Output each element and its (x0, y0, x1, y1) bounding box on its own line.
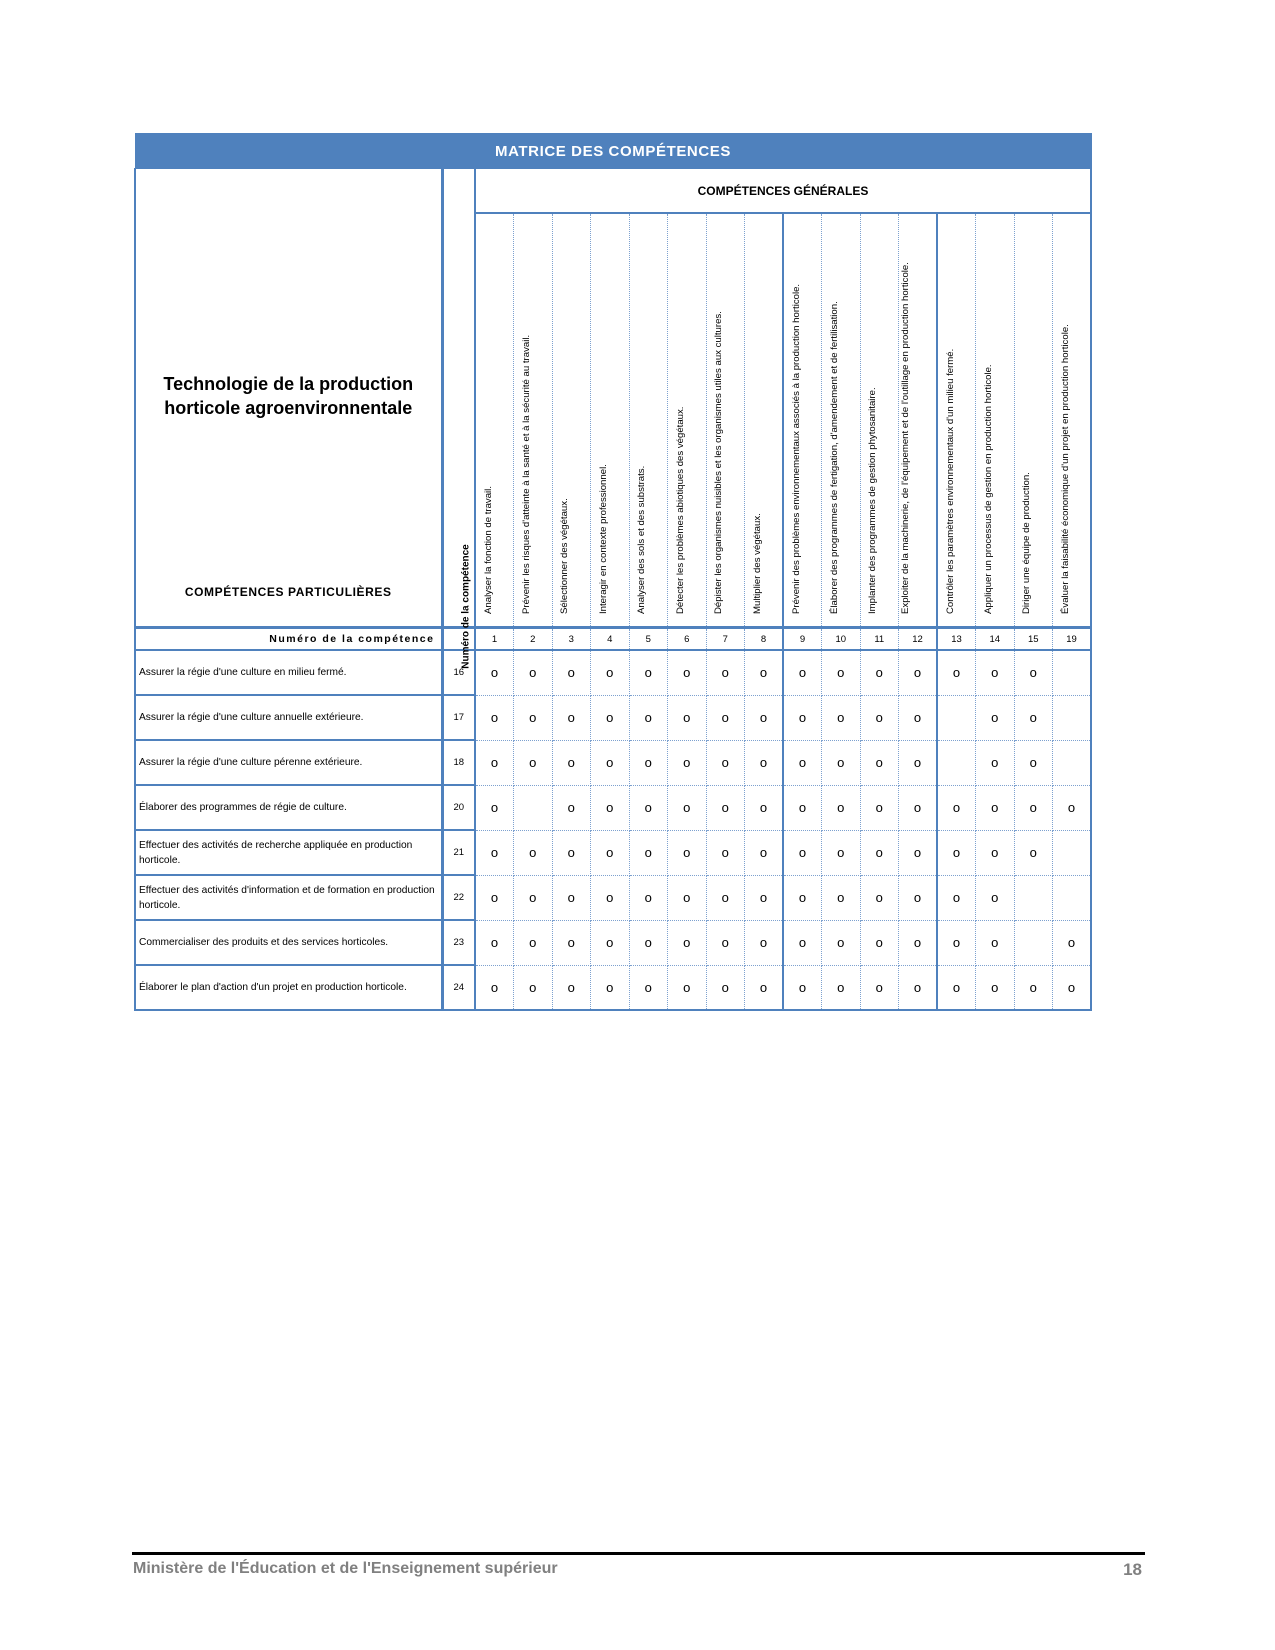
footer-rule (132, 1552, 1145, 1555)
matrix-mark: o (591, 965, 630, 1010)
matrix-mark: o (745, 830, 784, 875)
general-competency-title: Détecter les problèmes abiotiques des végétaux. (674, 406, 686, 614)
matrix-mark: o (475, 830, 514, 875)
matrix-mark: o (860, 830, 899, 875)
matrix-mark: o (899, 830, 938, 875)
particular-competency-title: Commercialiser des produits et des services horticoles. (135, 920, 442, 965)
matrix-mark: o (514, 920, 553, 965)
matrix-mark: o (591, 830, 630, 875)
general-competency-title: Interagir en contexte professionnel. (597, 464, 609, 614)
matrix-mark: o (822, 875, 861, 920)
general-competency-header-3 (552, 213, 591, 628)
matrix-mark: o (629, 920, 668, 965)
matrix-mark: o (745, 965, 784, 1010)
matrix-empty-cell (514, 785, 553, 830)
matrix-mark: o (899, 875, 938, 920)
matrix-mark: o (706, 650, 745, 695)
matrix-mark: o (706, 830, 745, 875)
matrix-mark: o (976, 650, 1015, 695)
general-competency-header-15 (1014, 213, 1053, 628)
matrix-mark: o (591, 650, 630, 695)
general-competency-title: Exploiter de la machinerie, de l'équipement et de l'outillage en production horticole. (899, 262, 911, 614)
competency-number-header-cell (442, 169, 475, 669)
matrix-mark: o (552, 740, 591, 785)
matrix-mark: o (976, 740, 1015, 785)
general-competency-header-9 (783, 213, 822, 628)
program-header-cell (135, 169, 442, 628)
general-competency-header-14 (976, 213, 1015, 628)
matrix-mark: o (745, 785, 784, 830)
competency-number-header: Numéro de la compétence (460, 544, 471, 669)
matrix-mark: o (475, 740, 514, 785)
general-competency-number: 10 (822, 628, 861, 651)
general-competency-title: Diriger une équipe de production. (1021, 472, 1033, 614)
matrix-mark: o (552, 875, 591, 920)
matrix-mark: o (514, 830, 553, 875)
matrix-mark: o (783, 875, 822, 920)
table-row (135, 965, 1091, 1010)
general-competency-number: 5 (629, 628, 668, 651)
matrix-empty-cell (937, 695, 976, 740)
matrix-mark: o (1014, 650, 1053, 695)
matrix-mark: o (514, 965, 553, 1010)
particular-competency-title: Assurer la régie d'une culture annuelle extérieure. (135, 695, 442, 740)
matrix-empty-cell (1014, 875, 1053, 920)
matrix-mark: o (552, 965, 591, 1010)
general-competency-title: Multiplier des végétaux. (751, 513, 763, 614)
matrix-mark: o (976, 965, 1015, 1010)
matrix-mark: o (552, 695, 591, 740)
matrix-mark: o (514, 740, 553, 785)
matrix-mark: o (976, 920, 1015, 965)
general-competency-number: 12 (899, 628, 938, 651)
matrix-mark: o (1053, 965, 1092, 1010)
matrix-mark: o (552, 785, 591, 830)
matrix-mark: o (1014, 830, 1053, 875)
general-competency-title: Élaborer des programmes de fertigation, d'amendement et de fertilisation. (828, 301, 840, 614)
table-row (135, 650, 1091, 695)
matrix-empty-cell (1053, 650, 1092, 695)
matrix-mark: o (706, 875, 745, 920)
matrix-empty-cell (1053, 830, 1092, 875)
particular-competency-title: Effectuer des activités de recherche appliquée en production horticole. (135, 830, 442, 875)
matrix-mark: o (783, 965, 822, 1010)
matrix-mark: o (745, 650, 784, 695)
matrix-mark: o (668, 920, 707, 965)
matrix-mark: o (860, 695, 899, 740)
matrix-mark: o (860, 785, 899, 830)
matrix-mark: o (629, 740, 668, 785)
matrix-mark: o (860, 740, 899, 785)
matrix-mark: o (706, 740, 745, 785)
matrix-mark: o (668, 785, 707, 830)
particular-competency-title: Élaborer des programmes de régie de culture. (135, 785, 442, 830)
matrix-mark: o (668, 965, 707, 1010)
matrix-mark: o (822, 830, 861, 875)
general-competency-title: Contrôler les paramètres environnementaux d'un milieu fermé. (944, 348, 956, 614)
general-competency-number: 7 (706, 628, 745, 651)
particular-competency-number: 24 (442, 965, 475, 1010)
general-competencies-header: COMPÉTENCES GÉNÉRALES (475, 169, 1091, 214)
table-row (135, 785, 1091, 830)
matrix-mark: o (937, 875, 976, 920)
page-number: 18 (1123, 1560, 1142, 1579)
matrix-mark: o (783, 695, 822, 740)
competency-matrix (134, 133, 1092, 1011)
general-competency-header-6 (668, 213, 707, 628)
table-row (135, 695, 1091, 740)
matrix-mark: o (1014, 785, 1053, 830)
matrix-mark: o (552, 920, 591, 965)
table-row (135, 740, 1091, 785)
matrix-mark: o (629, 695, 668, 740)
matrix-mark: o (783, 830, 822, 875)
matrix-mark: o (1014, 740, 1053, 785)
matrix-mark: o (1014, 965, 1053, 1010)
matrix-mark: o (860, 965, 899, 1010)
matrix-mark: o (591, 875, 630, 920)
matrix-mark: o (899, 920, 938, 965)
matrix-empty-cell (1014, 920, 1053, 965)
matrix-mark: o (822, 785, 861, 830)
general-competency-number: 9 (783, 628, 822, 651)
general-competency-title: Dépister les organismes nuisibles et les organismes utiles aux cultures. (713, 311, 725, 614)
matrix-mark: o (629, 650, 668, 695)
general-competency-header-11 (860, 213, 899, 628)
matrix-mark: o (783, 920, 822, 965)
matrix-mark: o (475, 920, 514, 965)
matrix-empty-cell (1053, 740, 1092, 785)
particular-competency-title: Assurer la régie d'une culture en milieu fermé. (135, 650, 442, 695)
footer-publisher: Ministère de l'Éducation et de l'Enseignement supérieur (133, 1560, 558, 1577)
general-competency-title: Prévenir les risques d'atteinte à la santé et à la sécurité au travail. (520, 334, 532, 614)
matrix-mark: o (745, 695, 784, 740)
general-competency-number: 14 (976, 628, 1015, 651)
table-row (135, 875, 1091, 920)
particular-competency-title: Effectuer des activités d'information et de formation en production horticole. (135, 875, 442, 920)
general-competency-number: 6 (668, 628, 707, 651)
general-competency-header-19 (1053, 213, 1092, 628)
general-competency-title: Analyser des sols et des substrats. (636, 465, 648, 614)
particular-competency-title: Élaborer le plan d'action d'un projet en production horticole. (135, 965, 442, 1010)
general-competency-number: 1 (475, 628, 514, 651)
matrix-mark: o (668, 740, 707, 785)
matrix-mark: o (783, 650, 822, 695)
general-competency-header-2 (514, 213, 553, 628)
general-competency-number: 2 (514, 628, 553, 651)
matrix-mark: o (706, 965, 745, 1010)
general-competency-header-12 (899, 213, 938, 628)
particular-competency-number: 21 (442, 830, 475, 875)
matrix-mark: o (860, 920, 899, 965)
general-competency-number: 13 (937, 628, 976, 651)
matrix-title: MATRICE DES COMPÉTENCES (135, 134, 1091, 169)
matrix-mark: o (668, 650, 707, 695)
matrix-mark: o (668, 830, 707, 875)
general-competency-number: 11 (860, 628, 899, 651)
matrix-mark: o (976, 830, 1015, 875)
matrix-mark: o (1053, 920, 1092, 965)
particular-competency-number: 16 (442, 650, 475, 695)
matrix-mark: o (783, 740, 822, 785)
general-competency-header-5 (629, 213, 668, 628)
matrix-mark: o (591, 740, 630, 785)
general-competency-title: Sélectionner des végétaux. (559, 498, 571, 614)
general-competency-title: Implanter des programmes de gestion phytosanitaire. (867, 387, 879, 614)
matrix-mark: o (629, 875, 668, 920)
matrix-mark: o (629, 830, 668, 875)
competency-number-row (135, 628, 1091, 651)
matrix-mark: o (937, 830, 976, 875)
matrix-mark: o (706, 785, 745, 830)
matrix-mark: o (591, 695, 630, 740)
particular-competency-number: 20 (442, 785, 475, 830)
matrix-mark: o (937, 965, 976, 1010)
general-competency-header-1 (475, 213, 514, 628)
particular-competency-number: 22 (442, 875, 475, 920)
particular-competency-number: 18 (442, 740, 475, 785)
matrix-mark: o (899, 740, 938, 785)
matrix-mark: o (591, 785, 630, 830)
matrix-mark: o (475, 875, 514, 920)
general-competency-number: 15 (1014, 628, 1053, 651)
matrix-mark: o (899, 650, 938, 695)
matrix-mark: o (629, 785, 668, 830)
matrix-mark: o (860, 875, 899, 920)
general-competency-header-10 (822, 213, 861, 628)
matrix-mark: o (706, 920, 745, 965)
particular-competency-number: 23 (442, 920, 475, 965)
matrix-mark: o (976, 785, 1015, 830)
matrix-mark: o (1014, 695, 1053, 740)
matrix-mark: o (899, 785, 938, 830)
matrix-mark: o (822, 740, 861, 785)
matrix-mark: o (937, 650, 976, 695)
matrix-mark: o (706, 695, 745, 740)
general-competency-title: Évaluer la faisabilité économique d'un projet en production horticole. (1059, 324, 1071, 614)
table-row (135, 830, 1091, 875)
general-competency-header-4 (591, 213, 630, 628)
general-competency-title: Analyser la fonction de travail. (482, 486, 494, 614)
general-competency-header-8 (745, 213, 784, 628)
matrix-mark: o (783, 785, 822, 830)
matrix-mark: o (937, 920, 976, 965)
matrix-mark: o (937, 785, 976, 830)
matrix-empty-cell (937, 740, 976, 785)
matrix-mark: o (668, 875, 707, 920)
matrix-mark: o (514, 650, 553, 695)
general-competency-header-7 (706, 213, 745, 628)
matrix-mark: o (552, 830, 591, 875)
general-competency-number: 19 (1053, 628, 1092, 651)
matrix-mark: o (591, 920, 630, 965)
matrix-mark: o (1053, 785, 1092, 830)
program-title: Technologie de la production horticole agroenvironnentale (163, 374, 414, 418)
matrix-mark: o (976, 875, 1015, 920)
general-competency-number: 8 (745, 628, 784, 651)
matrix-mark: o (899, 965, 938, 1010)
matrix-mark: o (475, 650, 514, 695)
general-competency-title: Prévenir des problèmes environnementaux associés à la production horticole. (790, 283, 802, 614)
matrix-mark: o (745, 740, 784, 785)
matrix-empty-cell (1053, 875, 1092, 920)
particular-competency-title: Assurer la régie d'une culture pérenne extérieure. (135, 740, 442, 785)
matrix-mark: o (745, 875, 784, 920)
general-competency-header-13 (937, 213, 976, 628)
particular-competencies-header: COMPÉTENCES PARTICULIÈRES (184, 585, 392, 599)
matrix-mark: o (822, 650, 861, 695)
general-competency-title: Appliquer un processus de gestion en production horticole. (982, 364, 994, 614)
matrix-mark: o (822, 695, 861, 740)
matrix-mark: o (552, 650, 591, 695)
matrix-mark: o (514, 875, 553, 920)
matrix-mark: o (899, 695, 938, 740)
matrix-mark: o (514, 695, 553, 740)
general-competency-number: 3 (552, 628, 591, 651)
matrix-mark: o (475, 965, 514, 1010)
matrix-mark: o (822, 965, 861, 1010)
matrix-mark: o (976, 695, 1015, 740)
matrix-mark: o (475, 695, 514, 740)
matrix-mark: o (860, 650, 899, 695)
matrix-mark: o (475, 785, 514, 830)
general-competency-number: 4 (591, 628, 630, 651)
table-row (135, 920, 1091, 965)
matrix-empty-cell (1053, 695, 1092, 740)
particular-competency-number: 17 (442, 695, 475, 740)
matrix-mark: o (822, 920, 861, 965)
number-row-label: Numéro de la compétence (135, 628, 442, 651)
matrix-mark: o (629, 965, 668, 1010)
matrix-mark: o (668, 695, 707, 740)
matrix-mark: o (745, 920, 784, 965)
